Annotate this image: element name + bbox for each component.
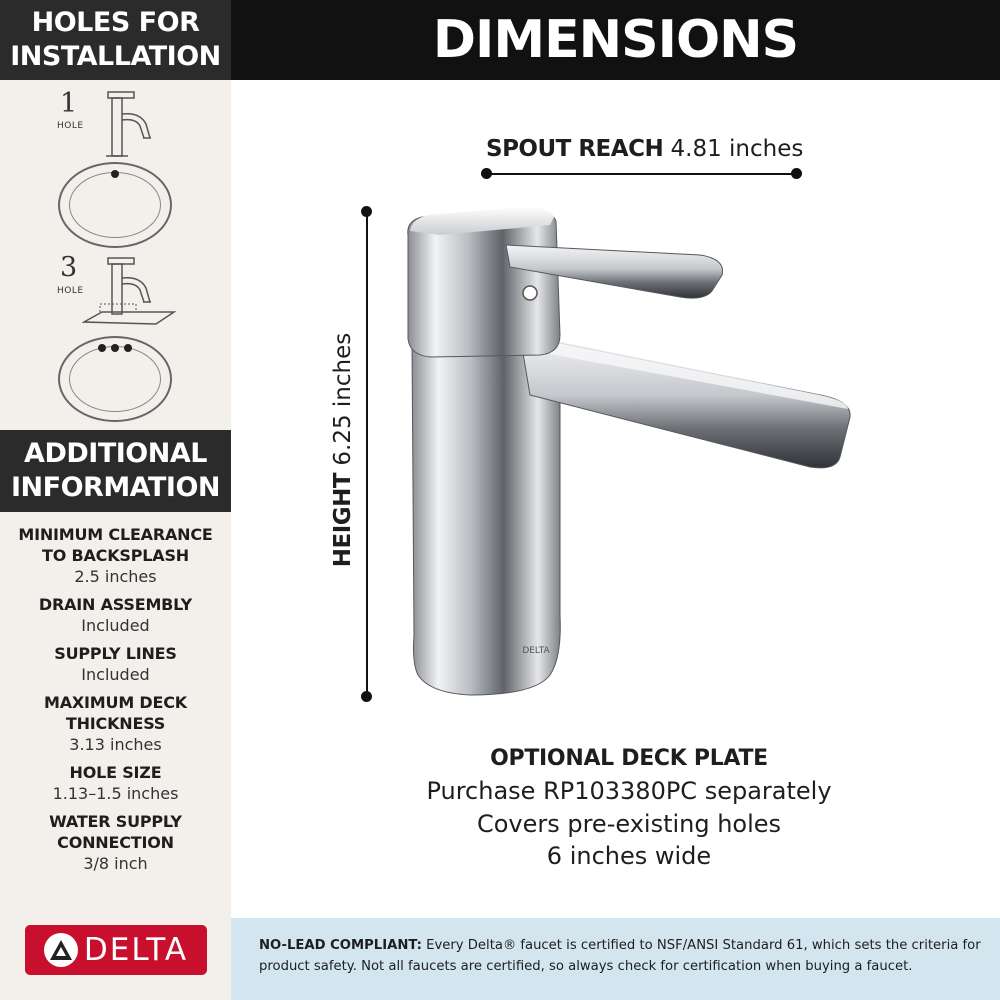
compliance-footer bbox=[231, 918, 1000, 1000]
info-item-backsplash-clearance bbox=[0, 524, 231, 587]
delta-wordmark: DELTA bbox=[83, 932, 189, 968]
faucet-brand-mark: DELTA bbox=[522, 646, 550, 656]
height-top-dot bbox=[361, 206, 372, 217]
holes-header-line-1: HOLES FOR bbox=[31, 7, 200, 38]
info-header-line-2: INFORMATION bbox=[10, 472, 220, 503]
info-title-line: DRAIN ASSEMBLY bbox=[38, 595, 193, 614]
height-title: HEIGHT bbox=[330, 472, 356, 568]
info-title-line: MAXIMUM DECK bbox=[44, 693, 187, 712]
info-title bbox=[0, 811, 231, 853]
faucet-with-deck-plate-icon bbox=[82, 254, 178, 334]
hole-label-3: HOLE bbox=[57, 286, 84, 296]
holes-header-line-2: INSTALLATION bbox=[10, 41, 221, 72]
sidebar bbox=[0, 0, 231, 1000]
compliance-text: Every Delta® faucet is certified to NSF/ANSI Standard 61, which sets the criteria for product safety. Not all faucets are certified, so always check for certification when buying a faucet. bbox=[259, 938, 981, 974]
compliance-label: NO-LEAD COMPLIANT: bbox=[259, 938, 422, 953]
info-title-line: CONNECTION bbox=[57, 833, 174, 852]
spout-reach-line bbox=[487, 173, 797, 175]
info-title-line: HOLE SIZE bbox=[69, 763, 162, 782]
deck-plate-line: Purchase RP103380PC separately bbox=[426, 777, 832, 805]
spout-reach-label bbox=[486, 136, 806, 162]
faucet-hole bbox=[111, 170, 119, 178]
deck-plate-line: 6 inches wide bbox=[546, 842, 712, 870]
sink-basin-3 bbox=[58, 336, 172, 422]
faucet-image bbox=[400, 195, 860, 715]
small-faucet-icon bbox=[100, 88, 160, 160]
info-title bbox=[0, 594, 231, 615]
info-item-supply-lines bbox=[0, 643, 231, 685]
info-value: 3/8 inch bbox=[83, 854, 148, 873]
page-title: DIMENSIONS bbox=[231, 0, 1000, 80]
info-item-hole-size bbox=[0, 762, 231, 804]
info-value: 1.13–1.5 inches bbox=[52, 784, 179, 803]
info-item-drain-assembly bbox=[0, 594, 231, 636]
info-title-line: MINIMUM CLEARANCE bbox=[18, 525, 213, 544]
height-bottom-dot bbox=[361, 691, 372, 702]
info-value: Included bbox=[81, 616, 150, 635]
spout-reach-end-dot bbox=[791, 168, 802, 179]
holes-header bbox=[0, 0, 231, 80]
sink-bowl bbox=[69, 172, 161, 238]
height-line bbox=[366, 211, 368, 697]
info-title-line: THICKNESS bbox=[65, 714, 166, 733]
deck-plate-line: Covers pre-existing holes bbox=[476, 809, 782, 838]
hole-count-1: 1 bbox=[60, 88, 78, 119]
deck-plate-title: OPTIONAL DECK PLATE bbox=[490, 746, 768, 771]
hole-count-3: 3 bbox=[60, 252, 78, 283]
info-value: Included bbox=[81, 665, 150, 684]
faucet-hole-left bbox=[98, 344, 106, 352]
spout-reach-title: SPOUT REACH bbox=[486, 136, 664, 162]
hole-label-1: HOLE bbox=[57, 121, 84, 131]
info-list bbox=[0, 524, 231, 881]
info-item-water-supply bbox=[0, 811, 231, 874]
faucet-hole-center bbox=[111, 344, 119, 352]
info-title bbox=[0, 524, 231, 566]
height-label bbox=[330, 333, 356, 568]
spout-reach-start-dot bbox=[481, 168, 492, 179]
deck-plate-info bbox=[396, 743, 862, 873]
sink-basin bbox=[58, 162, 172, 248]
delta-logo bbox=[25, 925, 207, 975]
info-title-line: TO BACKSPLASH bbox=[42, 546, 189, 565]
info-header bbox=[0, 430, 231, 512]
info-title bbox=[0, 762, 231, 783]
info-title-line: WATER SUPPLY bbox=[49, 812, 182, 831]
height-value: 6.25 inches bbox=[330, 332, 356, 466]
info-title bbox=[0, 692, 231, 734]
info-item-deck-thickness bbox=[0, 692, 231, 755]
sink-bowl-3 bbox=[69, 346, 161, 412]
delta-triangle-icon bbox=[44, 933, 78, 967]
info-title-line: SUPPLY LINES bbox=[54, 644, 177, 663]
faucet-hole-right bbox=[124, 344, 132, 352]
info-header-line-1: ADDITIONAL bbox=[24, 438, 207, 469]
info-value: 3.13 inches bbox=[69, 735, 162, 754]
spout-reach-value: 4.81 inches bbox=[670, 136, 804, 162]
info-title bbox=[0, 643, 231, 664]
info-value: 2.5 inches bbox=[74, 567, 157, 586]
